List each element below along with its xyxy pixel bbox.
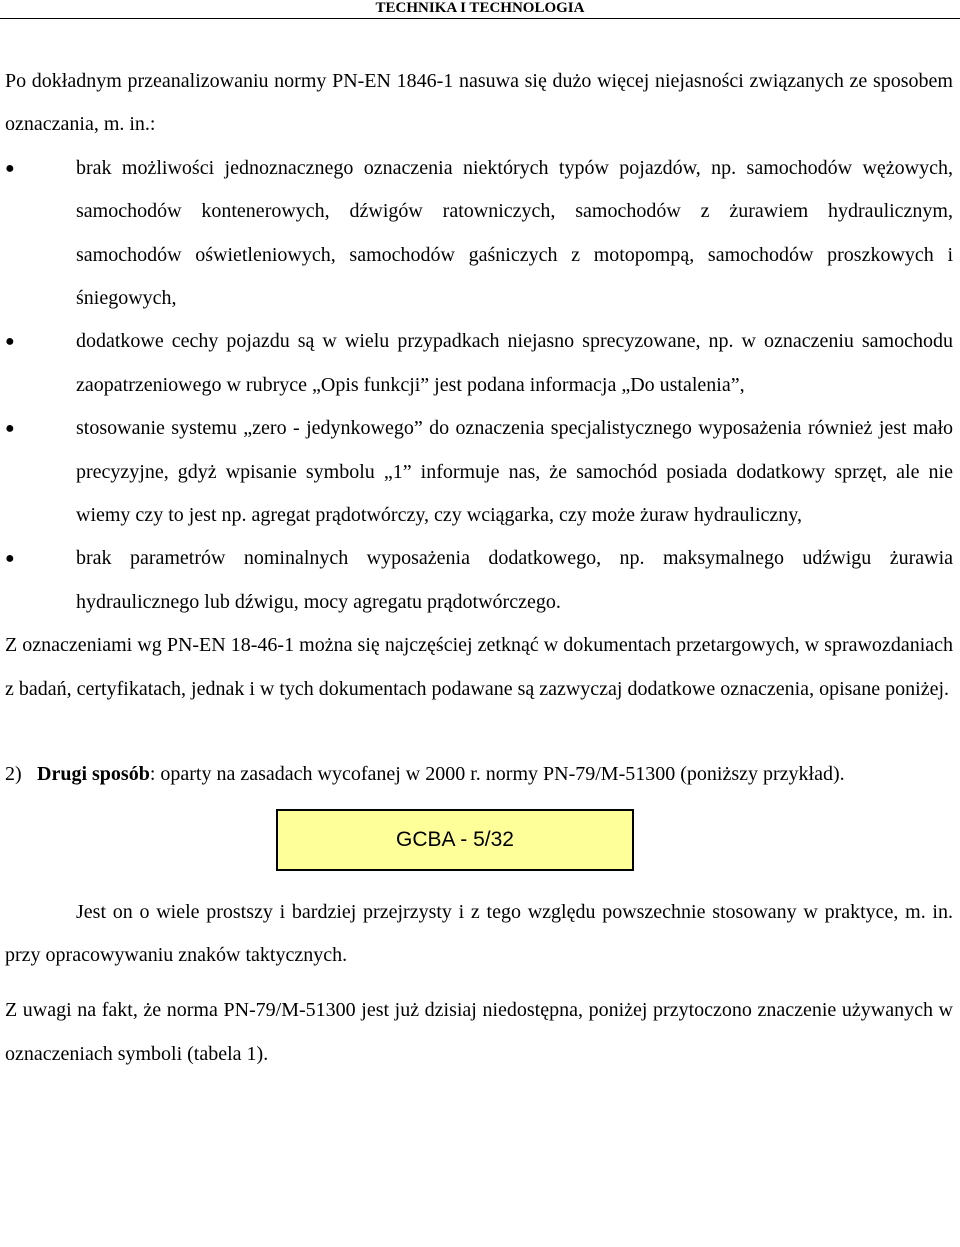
bullet-icon: ● xyxy=(5,159,15,177)
issues-list xyxy=(5,147,953,624)
list-item-text: stosowanie systemu „zero - jedynkowego” do oznaczenia specjalistycznego wyposażenia również jest mało precyzyjne, gdyż wpisanie symbolu „1” informuje nas, że samochód posiada dodatkowy sprzęt, ale nie wiemy czy to jest np. agregat prądotwórczy, czy wciągarka, czy może żuraw hydrauliczny, xyxy=(76,417,953,527)
section-text: : oparty na zasadach wycofanej w 2000 r. normy PN-79/M-51300 (poniższy przykład). xyxy=(149,763,845,786)
list-item xyxy=(5,537,953,624)
code-example-wrapper xyxy=(5,809,953,871)
list-item xyxy=(5,147,953,321)
intro-paragraph: Po dokładnym przeanalizowaniu normy PN-EN 1846-1 nasuwa się dużo więcej niejasności związanych ze sposobem oznaczania, m. in.: xyxy=(5,70,953,136)
code-example-box xyxy=(276,809,634,871)
section-bold-label: Drugi sposób xyxy=(37,763,150,786)
bullet-icon: ● xyxy=(5,420,15,438)
header-title: TECHNIKA I TECHNOLOGIA xyxy=(375,0,585,16)
list-item xyxy=(5,407,953,537)
code-example-text: GCBA - 5/32 xyxy=(396,827,514,851)
section-number: 2) xyxy=(5,763,22,786)
documents-paragraph: Z oznaczeniami wg PN-EN 18-46-1 można się najczęściej zetknąć w dokumentach przetargowych, w sprawozdaniach z badań, certyfikatach, jednak i w tych dokumentach podawane są zazwyczaj dodatkowe oznaczenia, opisane poniżej. xyxy=(5,634,953,700)
section-second-method-text xyxy=(37,753,953,796)
section-second-method xyxy=(5,753,953,796)
page-header xyxy=(0,0,960,19)
list-item-text: brak możliwości jednoznacznego oznaczenia niektórych typów pojazdów, np. samochodów wężowych, samochodów kontenerowych, dźwigów ratowniczych, samochodów z żurawiem hydraulicznym, samochodów oświetleniowych, samochodów gaśniczych z motopompą, samochodów proszkowych i śniegowych, xyxy=(76,156,953,310)
bullet-icon: ● xyxy=(5,333,15,351)
list-item-text: dodatkowe cechy pojazdu są w wielu przypadkach niejasno sprecyzowane, np. w oznaczeniu samochodu zaopatrzeniowego w rubryce „Opis funkcji” jest podana informacja „Do ustalenia”, xyxy=(76,330,953,396)
document-body xyxy=(5,60,953,1076)
bullet-icon: ● xyxy=(5,550,15,568)
list-item xyxy=(5,320,953,407)
final-paragraph: Z uwagi na fakt, że norma PN-79/M-51300 jest już dzisiaj niedostępna, poniżej przytoczono znaczenie używanych w oznaczeniach symboli (tabela 1). xyxy=(5,999,953,1065)
list-item-text: brak parametrów nominalnych wyposażenia dodatkowego, np. maksymalnego udźwigu żurawia hydraulicznego lub dźwigu, mocy agregatu prądotwórczego. xyxy=(76,547,953,613)
simplicity-paragraph: Jest on o wiele prostszy i bardziej przejrzysty i z tego względu powszechnie stosowany w praktyce, m. in. przy opracowywaniu znaków taktycznych. xyxy=(5,900,953,966)
